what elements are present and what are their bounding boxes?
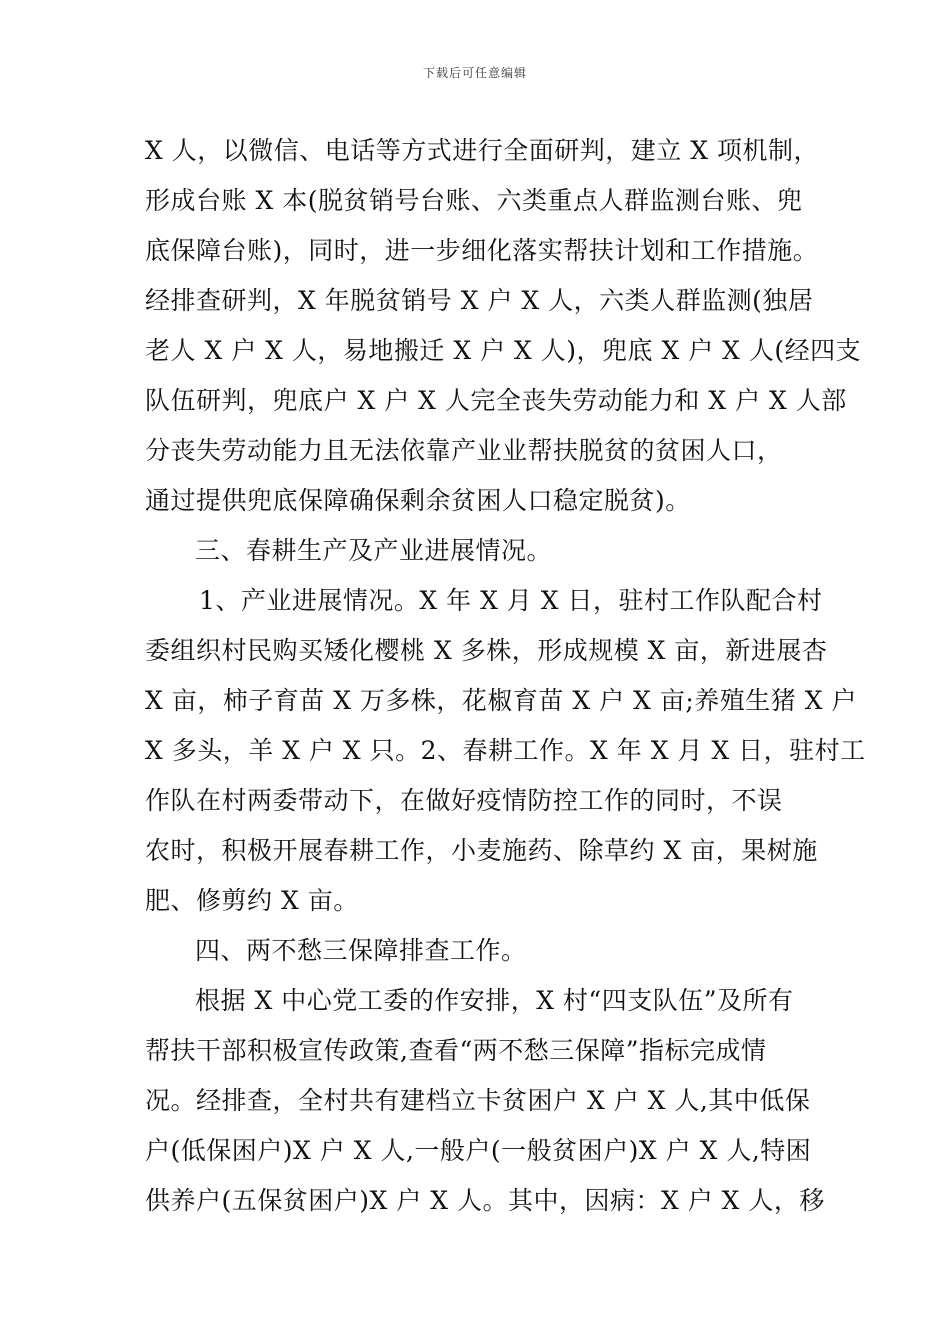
text-line: 形成台账 X 本(脱贫销号台账、六类重点人群监测台账、兜 — [145, 186, 803, 215]
text-line: 分丧失劳动能力且无法依靠产业业帮扶脱贫的贫困人口， — [145, 436, 783, 465]
text-line: 户(低保困户)X 户 X 人,一般户(一般贫困户)X 户 X 人,特困 — [145, 1136, 812, 1165]
text-line: X 人，以微信、电话等方式进行全面研判，建立 X 项机制， — [145, 136, 819, 165]
text-line: X 亩，柿子育苗 X 万多株，花椒育苗 X 户 X 亩;养殖生猪 X 户 — [145, 686, 857, 715]
text-line: 老人 X 户 X 人，易地搬迁 X 户 X 人)，兜底 X 户 X 人(经四支 — [145, 336, 862, 365]
text-line: 农时，积极开展春耕工作，小麦施药、除草约 X 亩，果树施 — [145, 836, 818, 865]
text-line: 通过提供兜底保障确保剩余贫困人口稳定脱贫)。 — [145, 486, 691, 515]
text-line: 委组织村民购买矮化樱桃 X 多株，形成规模 X 亩，新进展杏 — [145, 636, 828, 665]
text-line: 作队在村两委带动下，在做好疫情防控工作的同时，不误 — [145, 786, 783, 815]
page-header: 下载后可任意编辑 — [422, 66, 527, 80]
document-body — [145, 126, 866, 1226]
text-line: 经排查研判，X 年脱贫销号 X 户 X 人，六类人群监测(独居 — [145, 286, 814, 315]
text-line: 况。经排查，全村共有建档立卡贫困户 X 户 X 人,其中低保 — [145, 1086, 811, 1115]
text-line: X 多头，羊 X 户 X 只。2、春耕工作。X 年 X 月 X 日，驻村工 — [145, 736, 866, 765]
text-line: 1、产业进展情况。X 年 X 月 X 日，驻村工作队配合村 — [199, 586, 823, 615]
text-line: 底保障台账)，同时，进一步细化落实帮扶计划和工作措施。 — [145, 236, 819, 265]
text-line: 根据 X 中心党工委的作安排，X 村“四支队伍”及所有 — [195, 986, 794, 1015]
section-heading: 三、春耕生产及产业进展情况。 — [195, 536, 553, 565]
section-heading: 四、两不愁三保障排查工作。 — [195, 936, 527, 965]
text-line: 供养户(五保贫困户)X 户 X 人。其中，因病：X 户 X 人，移 — [145, 1186, 825, 1215]
text-line: 帮扶干部积极宣传政策,查看“两不愁三保障”指标完成情 — [145, 1036, 767, 1065]
text-line: 队伍研判，兜底户 X 户 X 人完全丧失劳动能力和 X 户 X 人部 — [145, 386, 847, 415]
text-line: 肥、修剪约 X 亩。 — [145, 886, 359, 915]
